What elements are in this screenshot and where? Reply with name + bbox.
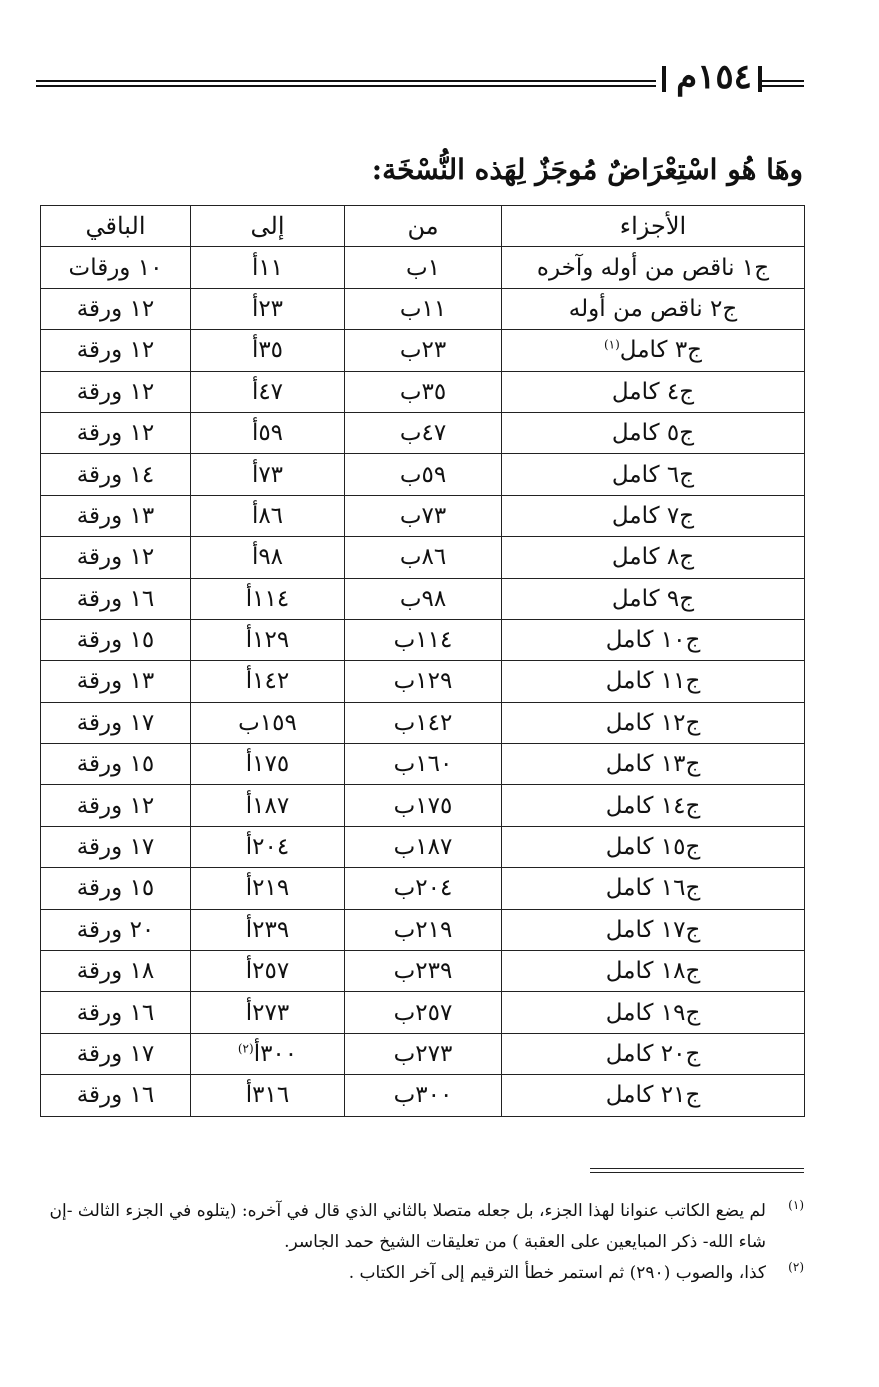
cell-to-text: ٩٨أ <box>251 544 284 571</box>
cell-remaining-text: ١٢ ورقة <box>76 544 155 571</box>
cell-to-text: ٢٣أ <box>251 295 284 322</box>
cell-to <box>191 785 345 826</box>
footnote-mark: (١) <box>788 1198 804 1212</box>
cell-from-text: ٨٦ب <box>399 544 447 571</box>
cell-part <box>502 288 805 329</box>
cell-part <box>502 826 805 867</box>
cell-remaining <box>41 951 191 992</box>
cell-to <box>191 578 345 619</box>
header-to: إلى <box>191 206 345 247</box>
cell-from <box>345 785 502 826</box>
cell-to-text: ٥٩أ <box>251 420 284 447</box>
table-row <box>41 412 805 453</box>
cell-part <box>502 785 805 826</box>
header-rule-left <box>36 80 656 87</box>
cell-to <box>191 702 345 743</box>
cell-to-text: ١١٤أ <box>245 585 290 612</box>
cell-from <box>345 868 502 909</box>
cell-remaining <box>41 454 191 495</box>
cell-remaining-text: ١٠ ورقات <box>68 254 163 281</box>
cell-from <box>345 247 502 288</box>
cell-from-text: ١٤٢ب <box>393 709 453 736</box>
cell-to <box>191 1075 345 1116</box>
cell-remaining-text: ١٨ ورقة <box>76 958 155 985</box>
cell-to-text: ٢٧٣أ <box>245 999 290 1026</box>
cell-from <box>345 495 502 536</box>
cell-to <box>191 495 345 536</box>
cell-to <box>191 619 345 660</box>
footnote-ref: (٢) <box>237 1041 254 1056</box>
cell-remaining-text: ١٥ ورقة <box>76 627 155 654</box>
cell-to-text: ٣٠٠أ <box>253 1041 298 1067</box>
cell-part <box>502 661 805 702</box>
cell-from-text: ١٨٧ب <box>393 834 453 861</box>
cell-remaining-text: ١٢ ورقة <box>76 378 155 405</box>
table-row <box>41 785 805 826</box>
cell-to <box>191 247 345 288</box>
cell-to <box>191 1033 345 1074</box>
cell-from <box>345 702 502 743</box>
cell-from-text: ٩٨ب <box>399 585 447 612</box>
cell-remaining <box>41 288 191 329</box>
cell-from-text: ١٧٥ب <box>393 792 453 819</box>
table-row <box>41 454 805 495</box>
cell-from <box>345 951 502 992</box>
table-row <box>41 495 805 536</box>
cell-from-text: ١١٤ب <box>393 627 453 654</box>
header-bar-right <box>758 66 762 92</box>
cell-from <box>345 412 502 453</box>
footnote-mark: (٢) <box>788 1260 804 1274</box>
intro-heading: وهَا هُو اسْتِعْرَاضٌ مُوجَزٌ لِهَذه النُّسْخَة: <box>371 153 803 186</box>
footnote-text: لم يضع الكاتب عنوانا لهذا الجزء، بل جعله متصلا بالثاني الذي قال في آخره: (يتلوه في الجزء الثالث -إن شاء الله- ذكر المبايعين على العقبة ) من تعليقات الشيخ حمد الجاسر. <box>49 1201 766 1252</box>
cell-part-text: ج١١ كامل <box>605 668 701 695</box>
cell-part-text: ج٨ كامل <box>611 544 695 571</box>
cell-to-text: ٧٣أ <box>251 461 284 488</box>
cell-part <box>502 619 805 660</box>
cell-to-text: ٣١٦أ <box>245 1082 290 1109</box>
cell-from <box>345 454 502 495</box>
footnote-1 <box>40 1196 804 1258</box>
cell-remaining-text: ١٢ ورقة <box>76 792 155 819</box>
cell-from-text: ٢٣٩ب <box>393 958 453 985</box>
cell-remaining <box>41 247 191 288</box>
cell-part-text: ج١٠ كامل <box>605 627 701 654</box>
cell-from <box>345 909 502 950</box>
table-row <box>41 702 805 743</box>
header-from: من <box>345 206 502 247</box>
cell-part-text: ج٥ كامل <box>611 420 695 447</box>
cell-part <box>502 1075 805 1116</box>
cell-to <box>191 992 345 1033</box>
cell-to <box>191 661 345 702</box>
table-row <box>41 661 805 702</box>
table-row <box>41 578 805 619</box>
cell-part <box>502 868 805 909</box>
cell-part <box>502 578 805 619</box>
cell-remaining <box>41 537 191 578</box>
cell-from-text: ٢١٩ب <box>393 916 453 943</box>
cell-from-text: ٢٧٣ب <box>393 1041 453 1067</box>
cell-to-text: ٢٣٩أ <box>245 916 290 943</box>
cell-part-text: ج٢١ كامل <box>605 1082 701 1109</box>
cell-part-text: ج١٢ كامل <box>605 709 701 736</box>
cell-part <box>502 992 805 1033</box>
cell-part <box>502 909 805 950</box>
cell-from <box>345 992 502 1033</box>
cell-remaining-text: ١٢ ورقة <box>76 420 155 447</box>
table-row <box>41 992 805 1033</box>
footnote-ref: (١) <box>603 337 620 352</box>
cell-remaining-text: ١٢ ورقة <box>76 337 155 364</box>
cell-part-text: ج٢٠ كامل <box>605 1041 701 1067</box>
cell-remaining-text: ١٤ ورقة <box>76 461 155 488</box>
table-row <box>41 909 805 950</box>
cell-from <box>345 371 502 412</box>
cell-to <box>191 868 345 909</box>
header-rule-right <box>762 80 804 87</box>
table-row <box>41 1075 805 1116</box>
cell-remaining <box>41 909 191 950</box>
cell-part-text: ج٢ ناقص من أوله <box>568 295 738 322</box>
cell-to <box>191 330 345 371</box>
cell-from <box>345 330 502 371</box>
cell-to <box>191 951 345 992</box>
cell-part-text: ج٦ كامل <box>611 461 695 488</box>
cell-from <box>345 1033 502 1074</box>
cell-part-text: ج١٣ كامل <box>605 751 701 778</box>
cell-from <box>345 288 502 329</box>
cell-part-text: ج٣ كامل <box>619 337 703 364</box>
cell-remaining <box>41 578 191 619</box>
cell-from-text: ٢٥٧ب <box>393 999 453 1026</box>
cell-to <box>191 412 345 453</box>
cell-to-text: ١١أ <box>251 254 284 281</box>
manuscript-parts-table <box>40 205 805 1117</box>
cell-remaining <box>41 371 191 412</box>
cell-remaining-text: ١٥ ورقة <box>76 875 155 902</box>
cell-remaining <box>41 330 191 371</box>
cell-remaining <box>41 1075 191 1116</box>
cell-part <box>502 537 805 578</box>
cell-remaining-text: ٢٠ ورقة <box>76 916 155 943</box>
cell-to-text: ٢١٩أ <box>245 875 290 902</box>
cell-part <box>502 1033 805 1074</box>
header-bar-left <box>662 66 666 92</box>
cell-to <box>191 288 345 329</box>
cell-from <box>345 661 502 702</box>
cell-part-text: ج١٥ كامل <box>605 834 701 861</box>
cell-from-text: ١٢٩ب <box>393 668 453 695</box>
table-row <box>41 537 805 578</box>
cell-part <box>502 371 805 412</box>
cell-from-text: ١١ب <box>399 295 447 322</box>
cell-from-text: ٢٣ب <box>399 337 447 364</box>
footnotes <box>40 1196 804 1289</box>
table-row <box>41 1033 805 1074</box>
cell-part-text: ج١٧ كامل <box>605 916 701 943</box>
cell-remaining <box>41 702 191 743</box>
table-row <box>41 868 805 909</box>
cell-to-text: ٢٠٤أ <box>245 834 290 861</box>
table-header-row <box>41 206 805 247</box>
cell-part <box>502 412 805 453</box>
cell-from-text: ٢٠٤ب <box>393 875 453 902</box>
table-row <box>41 371 805 412</box>
table-row <box>41 288 805 329</box>
table-row <box>41 247 805 288</box>
cell-to-text: ١٤٢أ <box>245 668 290 695</box>
table-row <box>41 951 805 992</box>
table-row <box>41 619 805 660</box>
page-header <box>36 58 804 96</box>
cell-to <box>191 744 345 785</box>
footnote-separator <box>590 1168 804 1173</box>
cell-from <box>345 744 502 785</box>
cell-remaining-text: ١٣ ورقة <box>76 502 155 529</box>
cell-from <box>345 1075 502 1116</box>
cell-to-text: ١٢٩أ <box>245 627 290 654</box>
cell-from-text: ٧٣ب <box>399 502 447 529</box>
cell-remaining-text: ١٦ ورقة <box>76 585 155 612</box>
table-row <box>41 330 805 371</box>
cell-to-text: ١٧٥أ <box>245 751 290 778</box>
cell-from-text: ٤٧ب <box>399 420 447 447</box>
cell-from <box>345 537 502 578</box>
table-body <box>41 247 805 1116</box>
cell-part <box>502 454 805 495</box>
cell-to <box>191 826 345 867</box>
cell-to-text: ٨٦أ <box>251 502 284 529</box>
cell-remaining <box>41 619 191 660</box>
cell-part-text: ج٧ كامل <box>611 502 695 529</box>
cell-to-text: ٤٧أ <box>251 378 284 405</box>
cell-remaining-text: ١٥ ورقة <box>76 751 155 778</box>
cell-part <box>502 330 805 371</box>
cell-from <box>345 619 502 660</box>
header-parts: الأجزاء <box>502 206 805 247</box>
cell-remaining <box>41 785 191 826</box>
cell-remaining <box>41 661 191 702</box>
cell-from <box>345 578 502 619</box>
cell-remaining-text: ١٦ ورقة <box>76 999 155 1026</box>
cell-part-text: ج١ ناقص من أوله وآخره <box>536 254 770 281</box>
cell-part-text: ج١٤ كامل <box>605 792 701 819</box>
cell-to <box>191 537 345 578</box>
cell-part <box>502 951 805 992</box>
cell-remaining <box>41 826 191 867</box>
cell-part <box>502 247 805 288</box>
table-row <box>41 826 805 867</box>
cell-part-text: ج٩ كامل <box>611 585 695 612</box>
cell-part-text: ج٤ كامل <box>611 378 695 405</box>
cell-part-text: ج١٦ كامل <box>605 875 701 902</box>
cell-to-text: ٣٥أ <box>251 337 284 364</box>
cell-to-text: ١٨٧أ <box>245 792 290 819</box>
cell-remaining-text: ١٧ ورقة <box>76 709 155 736</box>
header-remaining: الباقي <box>41 206 191 247</box>
cell-from-text: ٣٠٠ب <box>393 1082 453 1109</box>
cell-remaining <box>41 412 191 453</box>
cell-remaining <box>41 1033 191 1074</box>
footnote-text: كذا، والصوب (٢٩٠) ثم استمر خطأ الترقيم إلى آخر الكتاب . <box>348 1263 766 1283</box>
cell-part-text: ج١٩ كامل <box>605 999 701 1026</box>
cell-from-text: ١٦٠ب <box>393 751 453 778</box>
cell-to-text: ١٥٩ب <box>238 709 297 736</box>
cell-remaining-text: ١٣ ورقة <box>76 668 155 695</box>
cell-remaining-text: ١٦ ورقة <box>76 1082 155 1109</box>
cell-remaining <box>41 992 191 1033</box>
cell-to <box>191 909 345 950</box>
cell-to-text: ٢٥٧أ <box>245 958 290 985</box>
footnote-2 <box>40 1258 804 1289</box>
cell-to <box>191 454 345 495</box>
cell-remaining-text: ١٧ ورقة <box>76 834 155 861</box>
cell-remaining-text: ١٢ ورقة <box>76 295 155 322</box>
cell-from-text: ٣٥ب <box>399 378 447 405</box>
cell-to <box>191 371 345 412</box>
cell-part <box>502 702 805 743</box>
cell-remaining <box>41 495 191 536</box>
cell-from-text: ٥٩ب <box>399 461 447 488</box>
cell-remaining <box>41 744 191 785</box>
cell-part <box>502 744 805 785</box>
cell-remaining-text: ١٧ ورقة <box>76 1041 155 1067</box>
table-row <box>41 744 805 785</box>
cell-part <box>502 495 805 536</box>
cell-from <box>345 826 502 867</box>
page-number: ١٥٤م <box>676 57 752 97</box>
cell-from-text: ١ب <box>405 254 440 281</box>
cell-remaining <box>41 868 191 909</box>
cell-part-text: ج١٨ كامل <box>605 958 701 985</box>
